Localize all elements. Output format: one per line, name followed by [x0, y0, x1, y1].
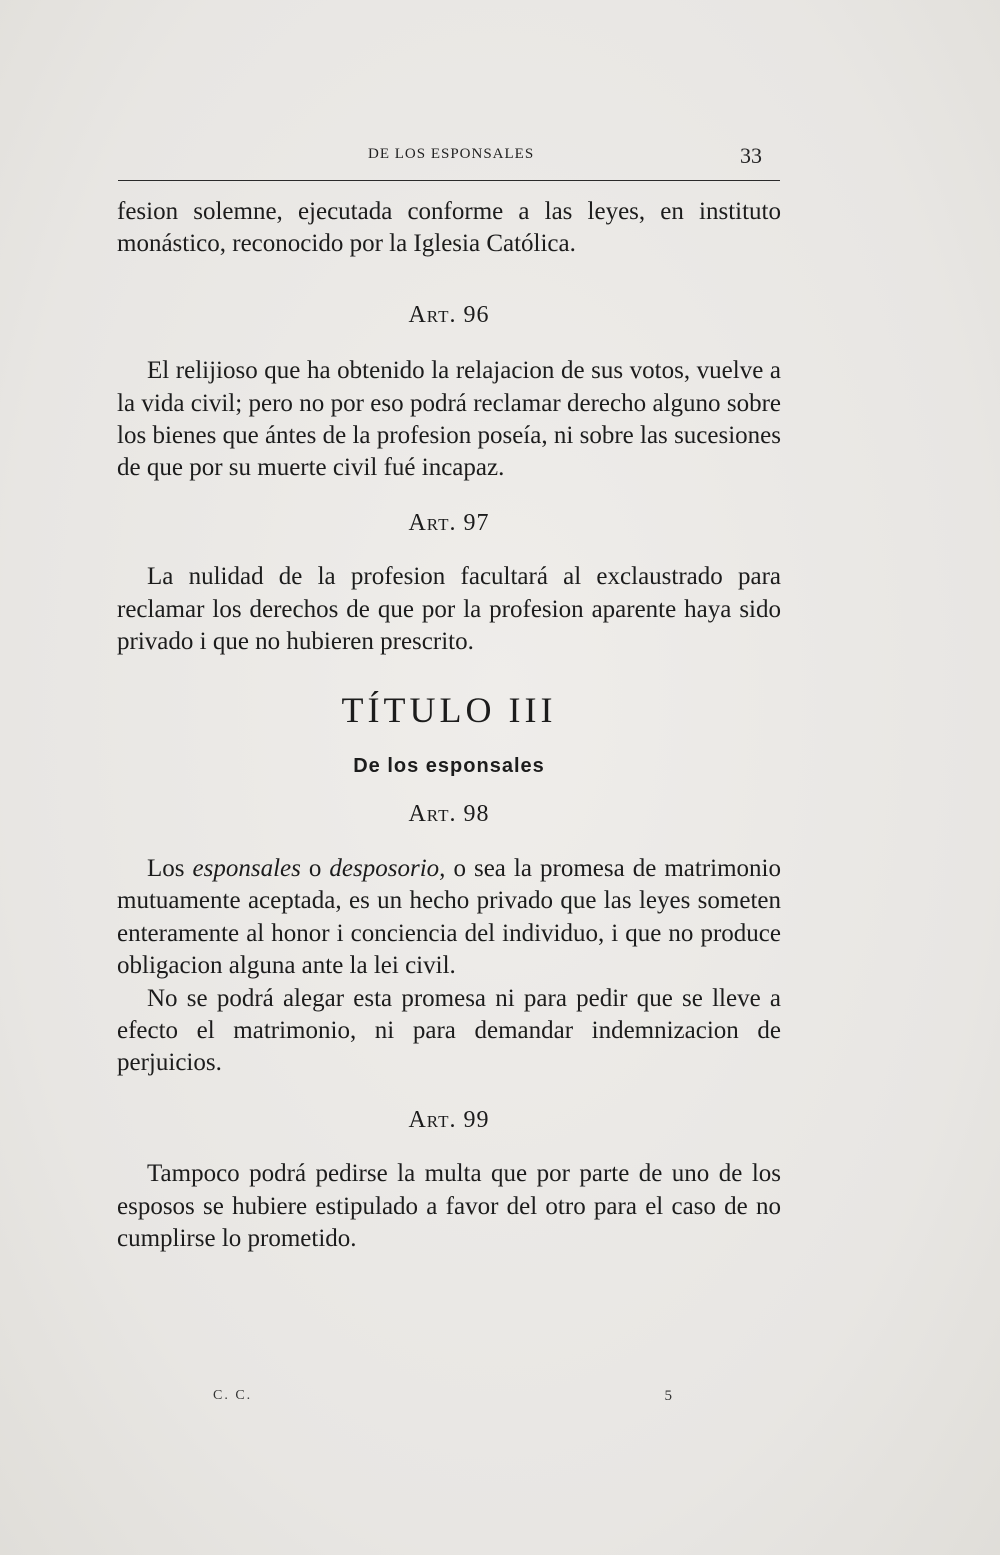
page-header [118, 143, 780, 181]
article-97-text: La nulidad de la profesion facultará al exclaustrado para reclamar los derechos de que por la profesion aparente haya sido privado i que no hubieren prescrito. [117, 563, 781, 656]
article-98-text-part: o sea la promesa de matrimonio mutuamente aceptada, es un hecho privado que las leyes someten enteramente al honor i conciencia del individuo, i que no produce obligacion alguna ante la lei civil. [117, 854, 781, 980]
printer-signature: C. C. [213, 1388, 253, 1403]
article-99-text: Tampoco podrá pedirse la multa que por parte de uno de los esposos se hubiere estipulado a favor del otro para el caso de no cumplirse lo prometido. [117, 1160, 781, 1252]
article-98-text-part: o [300, 854, 330, 882]
titulo-subtitle: De los esponsales [353, 755, 545, 778]
article-98-second-paragraph: No se podrá alegar esta promesa ni para pedir que se lleve a efecto el matrimonio, ni para demandar indemnizacion de perjuicios. [117, 984, 781, 1077]
article-97-heading: Art. 97 [408, 509, 490, 536]
article-98-italic-term: desposorio, [329, 854, 446, 882]
sheet-number: 5 [664, 1388, 672, 1404]
continuation-paragraph: fesion solemne, ejecutada conforme a las leyes, en instituto monástico, reconocido por la Iglesia Católica. [117, 198, 781, 258]
article-98-text-part: Los [147, 854, 193, 882]
article-98-heading: Art. 98 [408, 801, 490, 828]
article-99-heading: Art. 99 [408, 1106, 490, 1133]
article-96-text: El relijioso que ha obtenido la relajacion de sus votos, vuelve a la vida civil; pero no por eso podrá reclamar derecho alguno sobre los bienes que ántes de la profesion poseía, ni sobre las sucesiones de que por su muerte civil fué incapaz. [117, 357, 781, 482]
page-number: 33 [740, 143, 762, 168]
titulo-heading: TÍTULO III [341, 690, 557, 731]
article-98-text [117, 853, 781, 983]
body-text [117, 196, 781, 1255]
article-96-heading: Art. 96 [408, 301, 490, 328]
page-footer [118, 1388, 780, 1412]
article-98-italic-term: esponsales [192, 854, 301, 882]
running-title: DE LOS ESPONSALES [368, 146, 535, 162]
